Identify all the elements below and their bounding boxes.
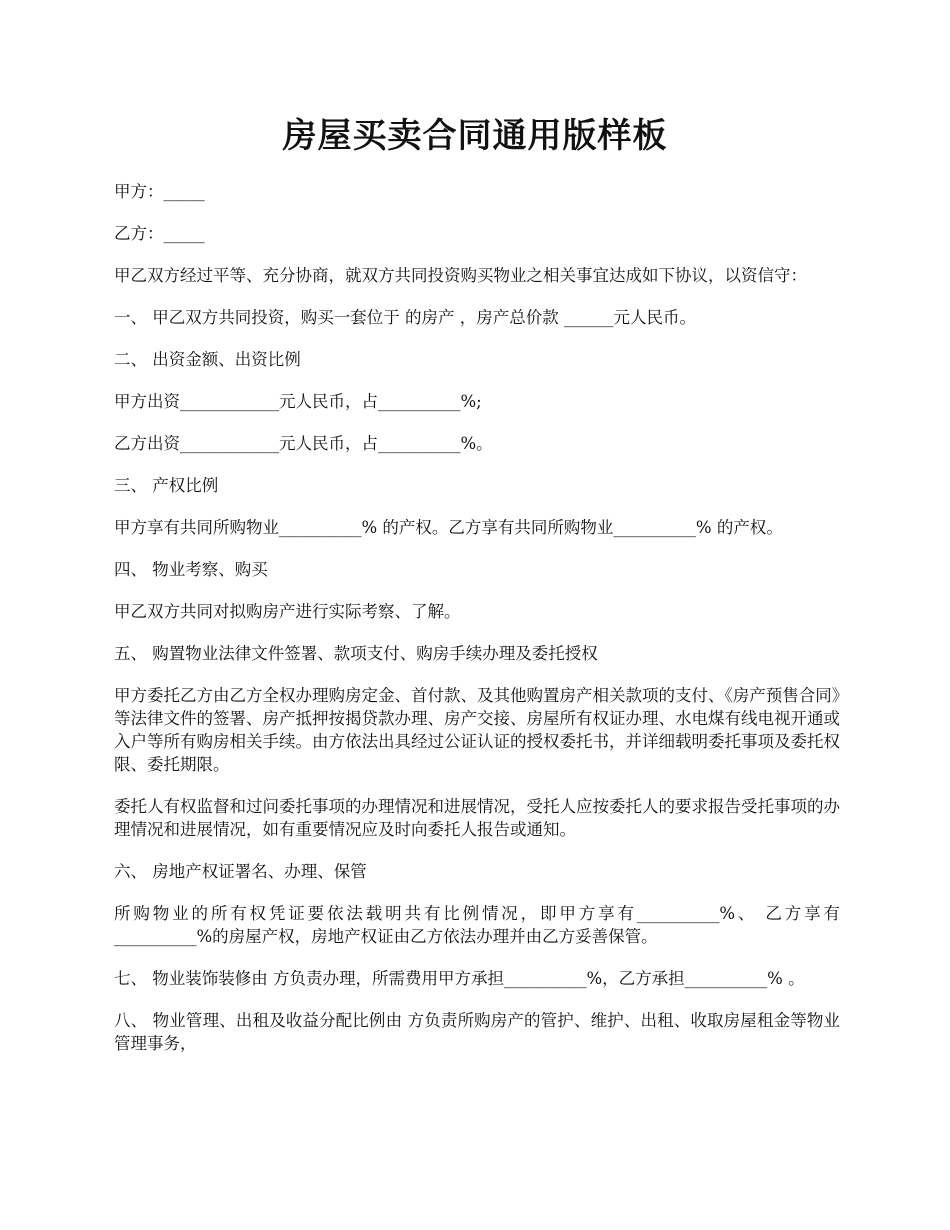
document-title: 房屋买卖合同通用版样板	[282, 116, 668, 156]
clause-5-heading: 五、 购置物业法律文件签署、款项支付、购房手续办理及委托授权	[114, 644, 598, 663]
clause-6-heading: 六、 房地产权证署名、办理、保管	[114, 862, 367, 881]
clause-1: 一、 甲乙双方共同投资，购买一套位于 的房产 ，房产总价款 ______元人民币。	[114, 308, 696, 327]
party-b-contribution: 乙方出资____________元人民币，占__________%。	[114, 434, 493, 453]
preamble-paragraph: 甲乙双方经过平等、充分协商，就双方共同投资购买物业之相关事宜达成如下协议，以资信守：	[114, 266, 807, 285]
clause-3-heading: 三、 产权比例	[114, 476, 219, 495]
title-certificate-paragraph: 所购物业的所有权凭证要依法载明共有比例情况，即甲方享有__________%、 乙方享有__________%的房屋产权，房地产权证由乙方依法办理并由乙方妥善保管。	[114, 904, 840, 946]
clause-4-heading: 四、 物业考察、购买	[114, 560, 268, 579]
entrustment-paragraph: 甲方委托乙方由乙方全权办理购房定金、首付款、及其他购置房产相关款项的支付、《房产预售合同》等法律文件的签署、房产抵押按揭贷款办理、房产交接、房屋所有权证办理、水电煤有线电视开通或入户等所有购房相关手续。由方依法出具经过公证认证的授权委托书，并详细载明委托事项及委托权限、委托期限。	[114, 686, 840, 774]
clause-7: 七、 物业装饰装修由 方负责办理，所需费用甲方承担__________%，乙方承担__________% 。	[114, 969, 805, 988]
party-a-line: 甲方：_____	[114, 182, 205, 201]
party-b-line: 乙方：_____	[114, 224, 205, 243]
document-body	[114, 180, 840, 1074]
ownership-ratio-paragraph: 甲方享有共同所购物业__________% 的产权。乙方享有共同所购物业__________% 的产权。	[114, 518, 783, 537]
supervision-paragraph: 委托人有权监督和过问委托事项的办理情况和进展情况，受托人应按委托人的要求报告受托事项的办理情况和进展情况，如有重要情况应及时向委托人报告或通知。	[114, 797, 840, 839]
party-a-contribution: 甲方出资____________元人民币，占__________%;	[114, 392, 482, 411]
inspection-paragraph: 甲乙双方共同对拟购房产进行实际考察、了解。	[114, 602, 461, 621]
clause-2-heading: 二、 出资金额、出资比例	[114, 350, 301, 369]
clause-8: 八、 物业管理、出租及收益分配比例由 方负责所购房产的管护、维护、出租、收取房屋租金等物业管理事务，	[114, 1011, 840, 1053]
